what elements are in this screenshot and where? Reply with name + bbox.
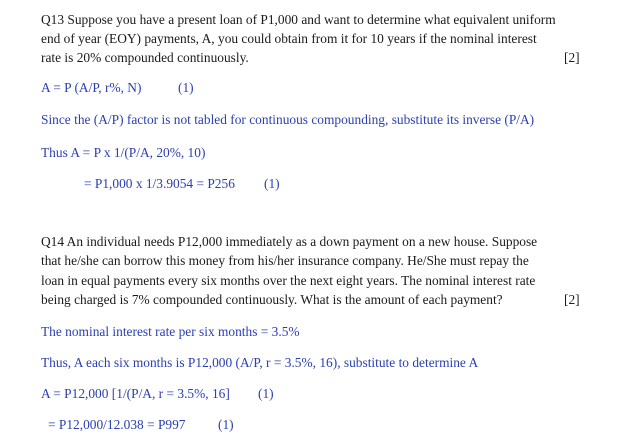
q13-answer-substitution: Thus A = P x 1/(P/A, 20%, 10) (41, 145, 206, 160)
q14-marks: [2] (564, 292, 580, 307)
q13-question-line-3: rate is 20% compounded continuously. (41, 50, 249, 65)
q13-marks: [2] (564, 50, 580, 65)
q13-answer-formula-mark: (1) (178, 80, 194, 95)
q14-question-line-1: Q14 An individual needs P12,000 immediately as a down payment on a new house. Suppose (41, 234, 538, 249)
q14-answer-result-mark: (1) (218, 417, 234, 432)
q14-answer-result: = P12,000/12.038 = P997 (48, 417, 186, 432)
q14-answer-substitution: A = P12,000 [1/(P/A, r = 3.5%, 16] (41, 386, 230, 401)
q14-answer-explanation: Thus, A each six months is P12,000 (A/P, r = 3.5%, 16), substitute to determine A (41, 355, 479, 370)
q13-answer-explanation: Since the (A/P) factor is not tabled for continuous compounding, substitute its inverse (P/A) (41, 112, 535, 127)
q14-question-line-2: that he/she can borrow this money from his/her insurance company. He/She must repay the (41, 253, 529, 268)
q13-question-line-1: Q13 Suppose you have a present loan of P1,000 and want to determine what equivalent uniform (41, 12, 556, 27)
q13-answer-formula: A = P (A/P, r%, N) (41, 80, 142, 95)
q14-answer-substitution-mark: (1) (258, 386, 274, 401)
q13-question-line-2: end of year (EOY) payments, A, you could obtain from it for 10 years if the nominal interest (41, 31, 537, 46)
q14-answer-rate: The nominal interest rate per six months = 3.5% (41, 324, 300, 339)
q14-question-line-3: loan in equal payments every six months over the next eight years. The nominal interest rate (41, 273, 536, 288)
q13-answer-result: = P1,000 x 1/3.9054 = P256 (84, 176, 235, 191)
q13-answer-result-mark: (1) (264, 176, 280, 191)
q14-question-line-4: being charged is 7% compounded continuously. What is the amount of each payment? (41, 292, 503, 307)
